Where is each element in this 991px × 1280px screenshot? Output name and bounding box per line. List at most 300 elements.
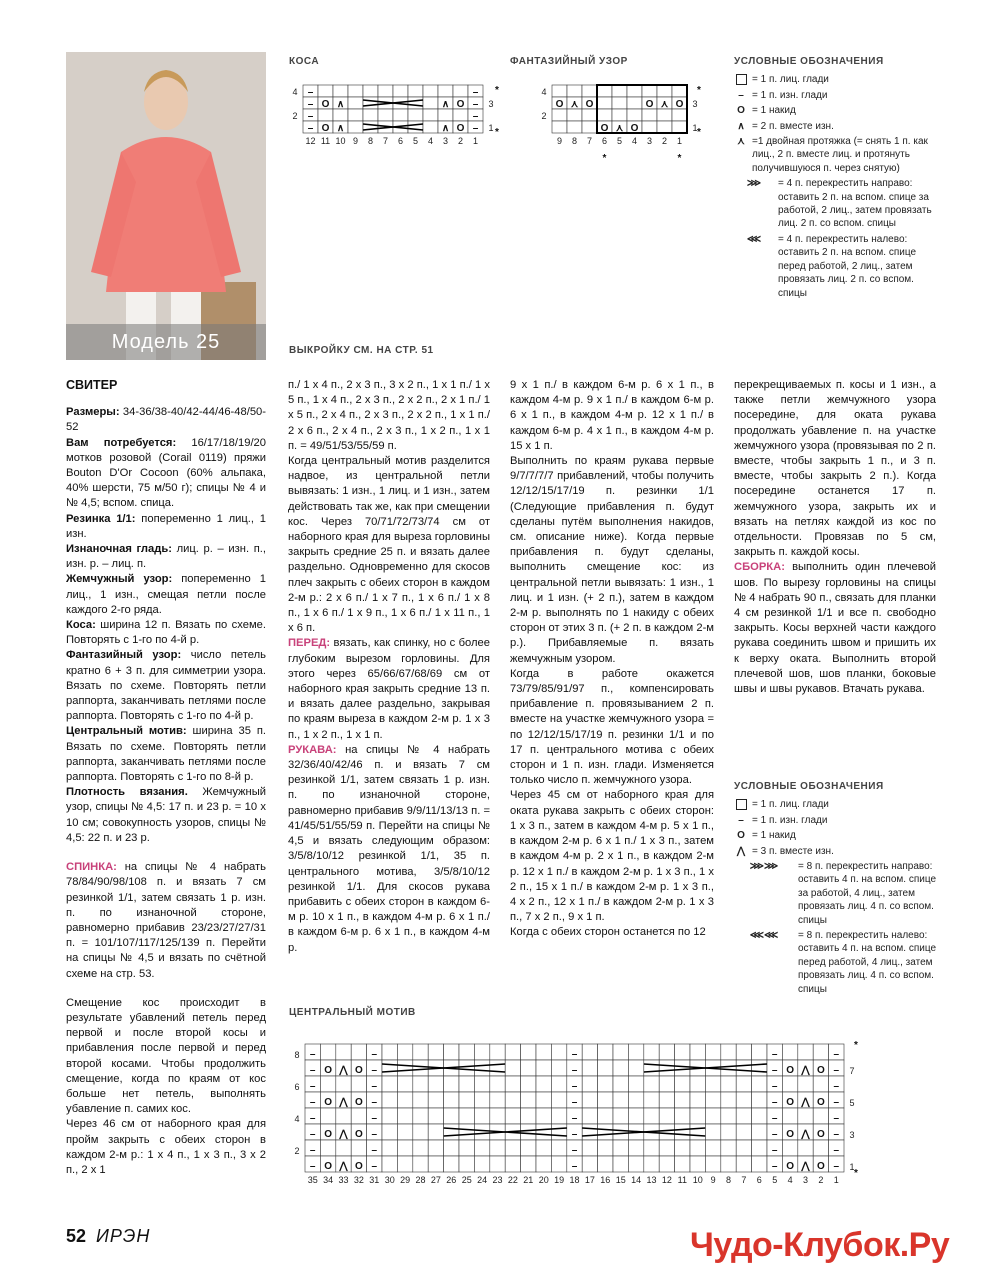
chart-cell — [423, 97, 438, 109]
chart-cell — [644, 1044, 659, 1060]
column-number: 9 — [352, 136, 359, 146]
column-number: 10 — [335, 136, 346, 146]
knit-symbol — [734, 73, 748, 86]
column-number: 12 — [305, 136, 316, 146]
column-number: 21 — [523, 1175, 534, 1185]
yo-mark: O — [585, 99, 594, 110]
text-column-4 — [734, 378, 936, 697]
yo-mark: O — [324, 1129, 332, 1140]
legend-2-title: УСЛОВНЫЕ ОБОЗНАЧЕНИЯ — [734, 781, 884, 792]
purl-mark: – — [472, 123, 479, 134]
p2tog-symbol: ∧ — [737, 120, 745, 132]
chart-cell — [582, 1092, 597, 1108]
chart-cell — [705, 1156, 720, 1172]
yo-mark: O — [355, 1065, 363, 1076]
legend-2-item: = 1 п. лиц. глади — [752, 799, 829, 811]
model-illustration — [66, 52, 266, 360]
chart-cell — [413, 1156, 428, 1172]
column-number: 30 — [384, 1175, 395, 1185]
chart-cell — [348, 85, 363, 97]
chart-cell — [333, 85, 348, 97]
chart-cell — [613, 1108, 628, 1124]
chart-cell — [752, 1124, 767, 1140]
chart-cell — [628, 1076, 643, 1092]
column-number: 10 — [692, 1175, 703, 1185]
fantasy-chart — [536, 75, 726, 175]
chart-cell — [393, 85, 408, 97]
chart-cell — [521, 1060, 536, 1076]
column-number: 4 — [427, 136, 434, 146]
chart-cell — [675, 1092, 690, 1108]
cross-left-symbol: ⋘ — [746, 233, 762, 245]
column-number: 19 — [554, 1175, 565, 1185]
chart-cell — [612, 85, 627, 97]
chart-cell — [736, 1044, 751, 1060]
purl-mark: – — [371, 1145, 378, 1156]
chart-cell — [598, 1044, 613, 1060]
chart-cell — [597, 85, 612, 97]
chart-cell — [628, 1140, 643, 1156]
fantasy-label: Фантазийный узор: — [66, 649, 182, 662]
chart-cell — [813, 1108, 828, 1124]
chart-cell — [444, 1076, 459, 1092]
column-number: 3 — [646, 136, 653, 146]
density-text: Жемчужный узор, спицы № 4,5: 17 п. и 23 р. = 10 х 10 см; совокупность узоров, спицы № 4,5: 22 п. и 23 р. — [66, 786, 267, 844]
chart-cell — [474, 1076, 489, 1092]
chart-cell — [333, 109, 348, 121]
purl-mark: – — [309, 1049, 316, 1060]
central-title: ЦЕНТРАЛЬНЫЙ МОТИВ — [289, 1007, 416, 1018]
legend-2-item: = 1 накид — [752, 830, 796, 842]
chart-cell — [690, 1108, 705, 1124]
column-number: 8 — [725, 1175, 732, 1185]
chart-cell — [782, 1044, 797, 1060]
chart-cell — [408, 97, 423, 109]
central-label: Центральный мотив: — [66, 725, 187, 738]
column-number: 13 — [646, 1175, 657, 1185]
chart-cell — [459, 1124, 474, 1140]
column-number: 26 — [446, 1175, 457, 1185]
chart-cell — [627, 97, 642, 109]
chart-cell — [521, 1124, 536, 1140]
dec-mark: ∧ — [441, 99, 450, 110]
legend-1 — [734, 55, 944, 302]
dec-mark: ⋏ — [660, 99, 669, 110]
yo-mark: O — [324, 1097, 332, 1108]
chart-cell — [598, 1076, 613, 1092]
chart-cell — [382, 1044, 397, 1060]
chart-cell — [428, 1092, 443, 1108]
chart-cell — [363, 85, 378, 97]
asterisk: * — [495, 127, 499, 138]
yo-mark: O — [630, 123, 639, 134]
purl-mark: – — [371, 1065, 378, 1076]
chart-cell — [413, 1092, 428, 1108]
chart-cell — [320, 1044, 335, 1060]
pearl-text: попеременно 1 лиц., 1 изн., смещая петли после каждого 2-го ряда. — [66, 573, 266, 616]
cross-right-symbol: ⋙ — [746, 178, 762, 190]
yo-mark: O — [786, 1065, 794, 1076]
chart-cell — [657, 85, 672, 97]
yo-mark: O — [600, 123, 609, 134]
yo-mark: O — [324, 1161, 332, 1172]
column-number: 11 — [677, 1175, 687, 1185]
chart-cell — [521, 1044, 536, 1060]
dec-mark: ⋀ — [801, 1161, 810, 1172]
chart-cell — [644, 1140, 659, 1156]
purl-mark: – — [833, 1113, 840, 1124]
row-number: 2 — [541, 111, 547, 121]
chart-cell — [582, 85, 597, 97]
chart-cell — [798, 1108, 813, 1124]
chart-cell — [444, 1044, 459, 1060]
chart-cell — [642, 121, 657, 133]
chart-cell — [752, 1060, 767, 1076]
purl-mark: – — [309, 1065, 316, 1076]
chart-cell — [582, 121, 597, 133]
col3-text-a: 9 х 1 п./ в каждом 6-м р. 6 х 1 п., в каждом 4-м р. 9 х 1 п./ в каждом 6-м р. 6 х 1 п., в каждом 4-м р. 12 х 1 п./ в каждом 6-м р. 4 х 1 п., в каждом 4-м р. 15 х 1 п. — [510, 379, 714, 452]
fantasy-title: ФАНТАЗИЙНЫЙ УЗОР — [510, 56, 628, 67]
chart-cell — [490, 1044, 505, 1060]
purl-mark: – — [309, 1145, 316, 1156]
back-label: СПИНКА: — [66, 861, 117, 874]
chart-cell — [705, 1092, 720, 1108]
row-number: 1 — [692, 123, 698, 133]
chart-cell — [428, 1156, 443, 1172]
chart-cell — [675, 1140, 690, 1156]
chart-cell — [644, 1156, 659, 1172]
materials-text: 16/17/18/19/20 мотков розовой (Corail 0119) пряжи Bouton D'Or Cocoon (60% альпака, 40% шерсти, 75 м/50 г); спицы № 4 и № 4,5; вспом. спица. — [66, 436, 266, 510]
chart-cell — [382, 1092, 397, 1108]
purl-mark: – — [833, 1065, 840, 1076]
chart-cell — [628, 1156, 643, 1172]
col3-text-d: Через 45 см от наборного края для оката рукава закрыть с обеих сторон: 1 х 3 п., затем в каждом 4-м р. 5 х 1 п., в каждом 2-м р. 6 х 1 п./ 1 х 3 п., затем в каждом 4-м р. 2 х 1 п., в каждом 2-м р. 12 х 1 п./ в каждом 2-м р. 1 х 3 п., 1 х 2 п., 15 х 1 п./ в каждом 2-м р. 1 х 3 п., 4 х 2 п., 12 х 1 п./ в каждом 2-м р. 1 х 3 п., 7 х 2 п., 9 х 1 п. — [510, 789, 714, 924]
column-number: 24 — [477, 1175, 488, 1185]
chart-cell — [782, 1076, 797, 1092]
chart-cell — [378, 109, 393, 121]
reverse-label: Изнаночная гладь: — [66, 543, 172, 556]
purl-mark: – — [833, 1097, 840, 1108]
legend-1-item: = 4 п. перекрестить налево: оставить 2 п. на вспом. спице перед работой, 2 лиц., затем провязать лиц. 2 п. со вспом. спицы — [778, 233, 917, 299]
chart-cell — [675, 1156, 690, 1172]
dec-mark: ⋀ — [339, 1161, 348, 1172]
column-number: 33 — [338, 1175, 349, 1185]
chart-cell — [413, 1140, 428, 1156]
chart-cell — [423, 109, 438, 121]
chart-cell — [423, 121, 438, 133]
chart-cell — [536, 1124, 551, 1140]
chart-cell — [551, 1124, 566, 1140]
purl-mark: – — [571, 1161, 578, 1172]
chart-cell — [613, 1092, 628, 1108]
chart-cell — [628, 1044, 643, 1060]
chart-cell — [428, 1124, 443, 1140]
row-number: 2 — [292, 111, 298, 121]
sizes-text: 34-36/38-40/42-44/46-48/50-52 — [66, 406, 266, 434]
purl-mark: – — [371, 1161, 378, 1172]
chart-cell — [644, 1060, 659, 1076]
chart-cell — [721, 1076, 736, 1092]
yo-mark: O — [321, 99, 330, 110]
yo-mark: O — [324, 1065, 332, 1076]
column-number: 28 — [415, 1175, 426, 1185]
chart-cell — [813, 1076, 828, 1092]
purl-mark: – — [571, 1145, 578, 1156]
chart-cell — [428, 1140, 443, 1156]
chart-cell — [536, 1140, 551, 1156]
chart-cell — [453, 109, 468, 121]
chart-cell — [675, 1108, 690, 1124]
chart-cell — [721, 1140, 736, 1156]
chart-cell — [613, 1060, 628, 1076]
chart-cell — [408, 109, 423, 121]
chart-cell — [551, 1092, 566, 1108]
photo-caption: Модель 25 — [66, 324, 266, 360]
yarn-over-symbol: O — [737, 105, 745, 117]
chart-cell — [675, 1060, 690, 1076]
chart-cell — [521, 1108, 536, 1124]
chart-cell — [397, 1124, 412, 1140]
purl-mark: – — [833, 1081, 840, 1092]
purl-mark: – — [771, 1081, 778, 1092]
purl-mark: – — [571, 1113, 578, 1124]
chart-cell — [536, 1060, 551, 1076]
chart-cell — [736, 1140, 751, 1156]
column-number: 29 — [400, 1175, 411, 1185]
chart-cell — [582, 1156, 597, 1172]
armhole-text: Через 46 см от наборного края для пройм закрыть с обеих сторон в каждом 2-м р.: 1 х 4 п., 1 х 3 п., 3 х 2 п., 2 х 1 — [66, 1118, 266, 1176]
fantasy-text: число петель кратно 6 + 3 п. для симметрии узора. Вязать по схеме. Повторять петли раппорта, заканчивать петлями после раппорта. Повторять с 1-го по 4-й р. — [66, 649, 266, 723]
chart-cell — [721, 1092, 736, 1108]
column-number: 2 — [818, 1175, 824, 1185]
chart-cell — [397, 1076, 412, 1092]
chart-cell — [382, 1076, 397, 1092]
dec-mark: ⋏ — [615, 123, 624, 134]
chart-cell — [505, 1044, 520, 1060]
chart-cell — [459, 1108, 474, 1124]
col3-text-c: Когда в работе окажется 73/79/85/91/97 п., компенсировать прибавление п. провязыванием 2 п. вместе на участке жемчужного узора = по 12/12/15/17/19 п. резинки 1/1 и по 17 п. центрального мотива с обеих сторон и 1 п. изн. глади. Изменяется только число п. жемчужного узора. — [510, 667, 714, 787]
column-number: 1 — [833, 1175, 839, 1185]
column-number: 14 — [631, 1175, 642, 1185]
chart-cell — [659, 1124, 674, 1140]
purl-mark: – — [571, 1081, 578, 1092]
chart-cell — [397, 1156, 412, 1172]
purl-mark: – — [371, 1049, 378, 1060]
chart-cell — [408, 85, 423, 97]
chart-cell — [659, 1156, 674, 1172]
yo-mark: O — [645, 99, 654, 110]
chart-cell — [672, 85, 687, 97]
column-number: 7 — [741, 1175, 747, 1185]
dec-mark: ⋀ — [801, 1065, 810, 1076]
chart-cell — [752, 1108, 767, 1124]
yo-mark: O — [817, 1129, 825, 1140]
chart-cell — [351, 1140, 366, 1156]
chart-cell — [320, 1140, 335, 1156]
legend-1-item: = 4 п. перекрестить направо: оставить 2 п. на вспом. спице за работой, 2 лиц., затем провязать лиц. 2 п. со вспом. спицы — [778, 178, 932, 230]
chart-cell — [490, 1140, 505, 1156]
cable-text: ширина 12 п. Вязать по схеме. Повторять с 1-го по 4-й р. — [66, 619, 266, 647]
chart-cell — [408, 121, 423, 133]
chart-cell — [721, 1156, 736, 1172]
chart-cell — [672, 121, 687, 133]
yo-mark: O — [456, 99, 465, 110]
chart-cell — [397, 1092, 412, 1108]
purl-mark: – — [771, 1145, 778, 1156]
chart-cell — [628, 1108, 643, 1124]
legend-1-item: = 1 п. изн. глади — [752, 89, 828, 101]
yarn-over-symbol: O — [737, 830, 745, 842]
purl-mark: – — [472, 87, 479, 98]
chart-cell — [521, 1076, 536, 1092]
chart-cell — [582, 1076, 597, 1092]
chart-cell — [474, 1140, 489, 1156]
chart-cell — [644, 1076, 659, 1092]
column-number: 35 — [307, 1175, 318, 1185]
column-number: 20 — [538, 1175, 549, 1185]
chart-cell — [736, 1156, 751, 1172]
chart-cell — [363, 109, 378, 121]
chart-cell — [382, 1124, 397, 1140]
chart-cell — [505, 1140, 520, 1156]
chart-cell — [582, 1124, 597, 1140]
chart-cell — [490, 1108, 505, 1124]
asterisk: * — [697, 85, 701, 96]
column-number: 6 — [397, 136, 404, 146]
row-number: 4 — [541, 87, 547, 97]
asterisk: * — [854, 1040, 858, 1051]
chart-cell — [736, 1076, 751, 1092]
chart-cell — [659, 1108, 674, 1124]
yo-mark: O — [355, 1097, 363, 1108]
chart-cell — [612, 109, 627, 121]
chart-cell — [567, 121, 582, 133]
chart-cell — [536, 1108, 551, 1124]
chart-cell — [721, 1044, 736, 1060]
kosa-title: КОСА — [289, 56, 320, 67]
chart-cell — [521, 1156, 536, 1172]
chart-cell — [705, 1108, 720, 1124]
chart-cell — [798, 1044, 813, 1060]
chart-cell — [397, 1140, 412, 1156]
purl-mark: – — [472, 99, 479, 110]
chart-cell — [318, 109, 333, 121]
dec-mark: ⋏ — [570, 99, 579, 110]
chart-cell — [659, 1076, 674, 1092]
chart-cell — [552, 121, 567, 133]
chart-cell — [348, 121, 363, 133]
chart-cell — [798, 1140, 813, 1156]
chart-cell — [598, 1108, 613, 1124]
chart-cell — [642, 85, 657, 97]
chart-cell — [752, 1140, 767, 1156]
purl-mark: – — [771, 1113, 778, 1124]
chart-cell — [459, 1140, 474, 1156]
chart-cell — [444, 1092, 459, 1108]
chart-cell — [444, 1108, 459, 1124]
chart-cell — [582, 1044, 597, 1060]
chart-cell — [438, 109, 453, 121]
chart-cell — [459, 1092, 474, 1108]
row-number: 4 — [294, 1114, 300, 1124]
central-text: ширина 35 п. Вязать по схеме. Повторять петли раппорта, заканчивать петлями после раппорта. Повторять с 1-го по 8-й р. — [66, 725, 267, 784]
purl-symbol: – — [738, 89, 744, 101]
purl-mark: – — [472, 111, 479, 122]
chart-cell — [348, 97, 363, 109]
chart-cell — [397, 1044, 412, 1060]
asterisk: * — [495, 85, 499, 96]
column-number: 5 — [772, 1175, 778, 1185]
chart-cell — [490, 1076, 505, 1092]
dec-mark: ⋀ — [801, 1129, 810, 1140]
cross8-right-symbol: ⋙⋙ — [749, 861, 779, 873]
dec-mark: ∧ — [336, 123, 345, 134]
chart-cell — [336, 1076, 351, 1092]
chart-cell — [320, 1108, 335, 1124]
chart-cell — [582, 109, 597, 121]
chart-cell — [721, 1060, 736, 1076]
chart-cell — [505, 1060, 520, 1076]
pearl-label: Жемчужный узор: — [66, 573, 173, 586]
chart-cell — [613, 1140, 628, 1156]
purl-mark: – — [571, 1049, 578, 1060]
model-photo — [66, 52, 266, 360]
chart-cell — [413, 1076, 428, 1092]
col4-text-a: перекрещиваемых п. косы и 1 изн., а также петли жемчужного узора посередине, для оката рукава продолжать убавление п. на участке жемчужного узора (провязывая по 2 п. вместе, чтобы закрыть 1 п., и 3 п. вместе, чтобы закрыть 2 п.). Когда посередине останется 17 п. жемчужного узора, закрыть их и вязать на петлях каждой из кос по отдельности. Провязав по 5 см, закрыть п. каждой косы. — [734, 379, 936, 559]
chart-cell — [382, 1060, 397, 1076]
chart-cell — [505, 1092, 520, 1108]
row-number: 8 — [294, 1050, 300, 1060]
rib-label: Резинка 1/1: — [66, 512, 136, 525]
col3-text-b: Выполнить по краям рукава первые 9/7/7/7/7 прибавлений, чтобы получить 12/12/15/17/19 п. резинки 1/1 (Следующие прибавления п. будут сделаны путём выполнения накидов, см. описание ниже). Когда первые прибавления п. будут сделаны, выполнить смещение кос: из центральной петли вывязать: 1 изн., 1 лиц. и 1 изн. (+ 2 п.), затем в каждом 2-м р. выполнять по 1 накиду с обеих сторон от этих 3 п. (+ 2 п. в каждом 2-м р.). Прибавляемые п. вязать жемчужным узором. — [510, 455, 714, 665]
column-number: 4 — [787, 1175, 793, 1185]
chart-cell — [551, 1156, 566, 1172]
chart-cell — [567, 109, 582, 121]
chart-cell — [628, 1092, 643, 1108]
purl-mark: – — [771, 1129, 778, 1140]
chart-cell — [598, 1092, 613, 1108]
chart-cell — [598, 1156, 613, 1172]
row-number: 6 — [294, 1082, 300, 1092]
column-number: 23 — [492, 1175, 503, 1185]
materials-label: Вам потребуется: — [66, 436, 177, 449]
chart-cell — [736, 1124, 751, 1140]
back-text: на спицы № 4 набрать 78/84/90/98/108 п. и вязать 7 см резинкой 1/1, затем связать 1 р. изн. п. по изнаночной стороне, равномерно прибавив 23/23/27/27/31 п. = 101/107/117/125/139 п. Перейти на спицы № 4,5 и вязать по счётной схеме на стр. 53. — [66, 861, 266, 980]
chart-cell — [382, 1156, 397, 1172]
central-chart — [285, 1030, 915, 1195]
legend-1-item: = 1 п. лиц. глади — [752, 74, 829, 86]
chart-cell — [644, 1092, 659, 1108]
chart-cell — [782, 1108, 797, 1124]
column-number: 1 — [472, 136, 479, 146]
chart-cell — [657, 121, 672, 133]
chart-cell — [453, 85, 468, 97]
chart-cell — [628, 1060, 643, 1076]
dec-mark: ⋀ — [339, 1129, 348, 1140]
chart-cell — [705, 1124, 720, 1140]
chart-cell — [348, 109, 363, 121]
chart-cell — [428, 1044, 443, 1060]
column-number: 9 — [556, 136, 563, 146]
assembly-label: СБОРКА: — [734, 561, 785, 574]
chart-cell — [690, 1124, 705, 1140]
yo-mark: O — [456, 123, 465, 134]
purl-mark: – — [571, 1129, 578, 1140]
chart-cell — [613, 1124, 628, 1140]
chart-cell — [413, 1060, 428, 1076]
chart-cell — [413, 1124, 428, 1140]
yo-mark: O — [355, 1161, 363, 1172]
